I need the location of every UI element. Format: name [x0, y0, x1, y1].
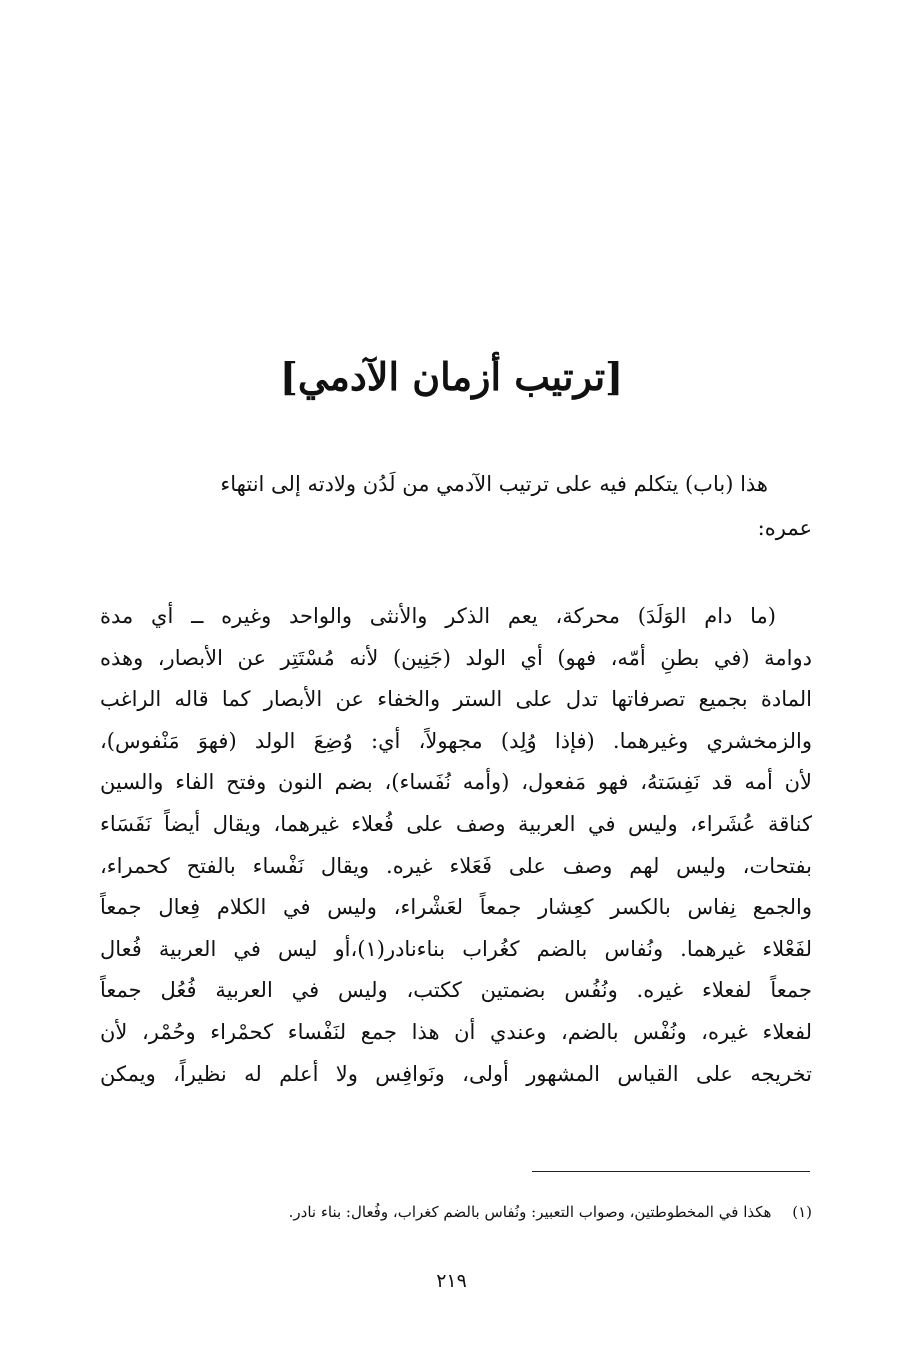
- paragraph-line: (ما دام الوَلَدَ) محركة، يعم الذكر والأنثى والواحد وغيره ــ أي مدة: [100, 604, 776, 628]
- paragraph-line: دوامة (في بطنِ أمّه، فهو) أي الولد (جَنِين) لأنه مُسْتَتِر عن الأبصار، وهذه: [100, 645, 812, 670]
- page-number: ٢١٩: [436, 1270, 467, 1292]
- paragraph-line: لفَعْلاء غيرهما. ونُفاس بالضم كغُراب بناءنادر(١)،أو ليس في العربية فُعال: [100, 936, 812, 961]
- intro-line-1: هذا (باب) يتكلم فيه على ترتيب الآدمي من لَدُن ولادته إلى انتهاء: [220, 472, 768, 496]
- paragraph-line: لأن أمه قد نَفِسَتهُ، فهو مَفعول، (وأمه نُفَساء)، بضم النون وفتح الفاء والسين: [100, 770, 812, 795]
- paragraph-line: لفعلاء غيره، ونُفْس بالضم، وعندي أن هذا جمع لنَفْساء كحمْراء وحُمْر، لأن: [100, 1019, 812, 1044]
- paragraph-line: المادة بجميع تصرفاتها تدل على الستر والخفاء عن الأبصار كما قاله الراغب: [100, 687, 812, 712]
- paragraph-line: جمعاً لفعلاء غيره. ونُفُس بضمتين ككتب، وليس في العربية فُعُل جمعاً: [100, 978, 812, 1003]
- paragraph-line: والزمخشري وغيرهما. (فإذا وُلِد) مجهولاً، أي: وُضِعَ الولد (فهوَ مَنْفوس)،: [100, 728, 812, 753]
- footnote: [150, 1198, 812, 1226]
- paragraph-line: بفتحات، وليس لهم وصف على فَعَلاء غيره. ويقال نَفْساء بالفتح كحمراء،: [100, 853, 812, 878]
- footnote-divider: [532, 1171, 810, 1172]
- intro-line-2: عمره:: [757, 516, 812, 540]
- footnote-number: (١): [792, 1203, 812, 1221]
- footnote-text: هكذا في المخطوطتين، وصواب التعبير: ونُفاس بالضم كغراب، وفُعال: بناء نادر.: [288, 1203, 772, 1221]
- main-paragraph: [100, 596, 812, 1095]
- intro-paragraph: [100, 462, 812, 550]
- paragraph-line: تخريجه على القياس المشهور أولى، ونَوافِس ولا أعلم له نظيراً، ويمكن: [100, 1061, 812, 1086]
- paragraph-line: كناقة عُشَراء، وليس في العربية وصف على فُعلاء غيرهما، ويقال أيضاً نَفَسَاء: [100, 811, 812, 836]
- chapter-title: [ترتيب أزمان الآدمي]: [279, 354, 624, 399]
- paragraph-line: والجمع نِفاس بالكسر كعِشار جمعاً لعَشْراء، وليس في الكلام فِعال جمعاً: [100, 895, 812, 920]
